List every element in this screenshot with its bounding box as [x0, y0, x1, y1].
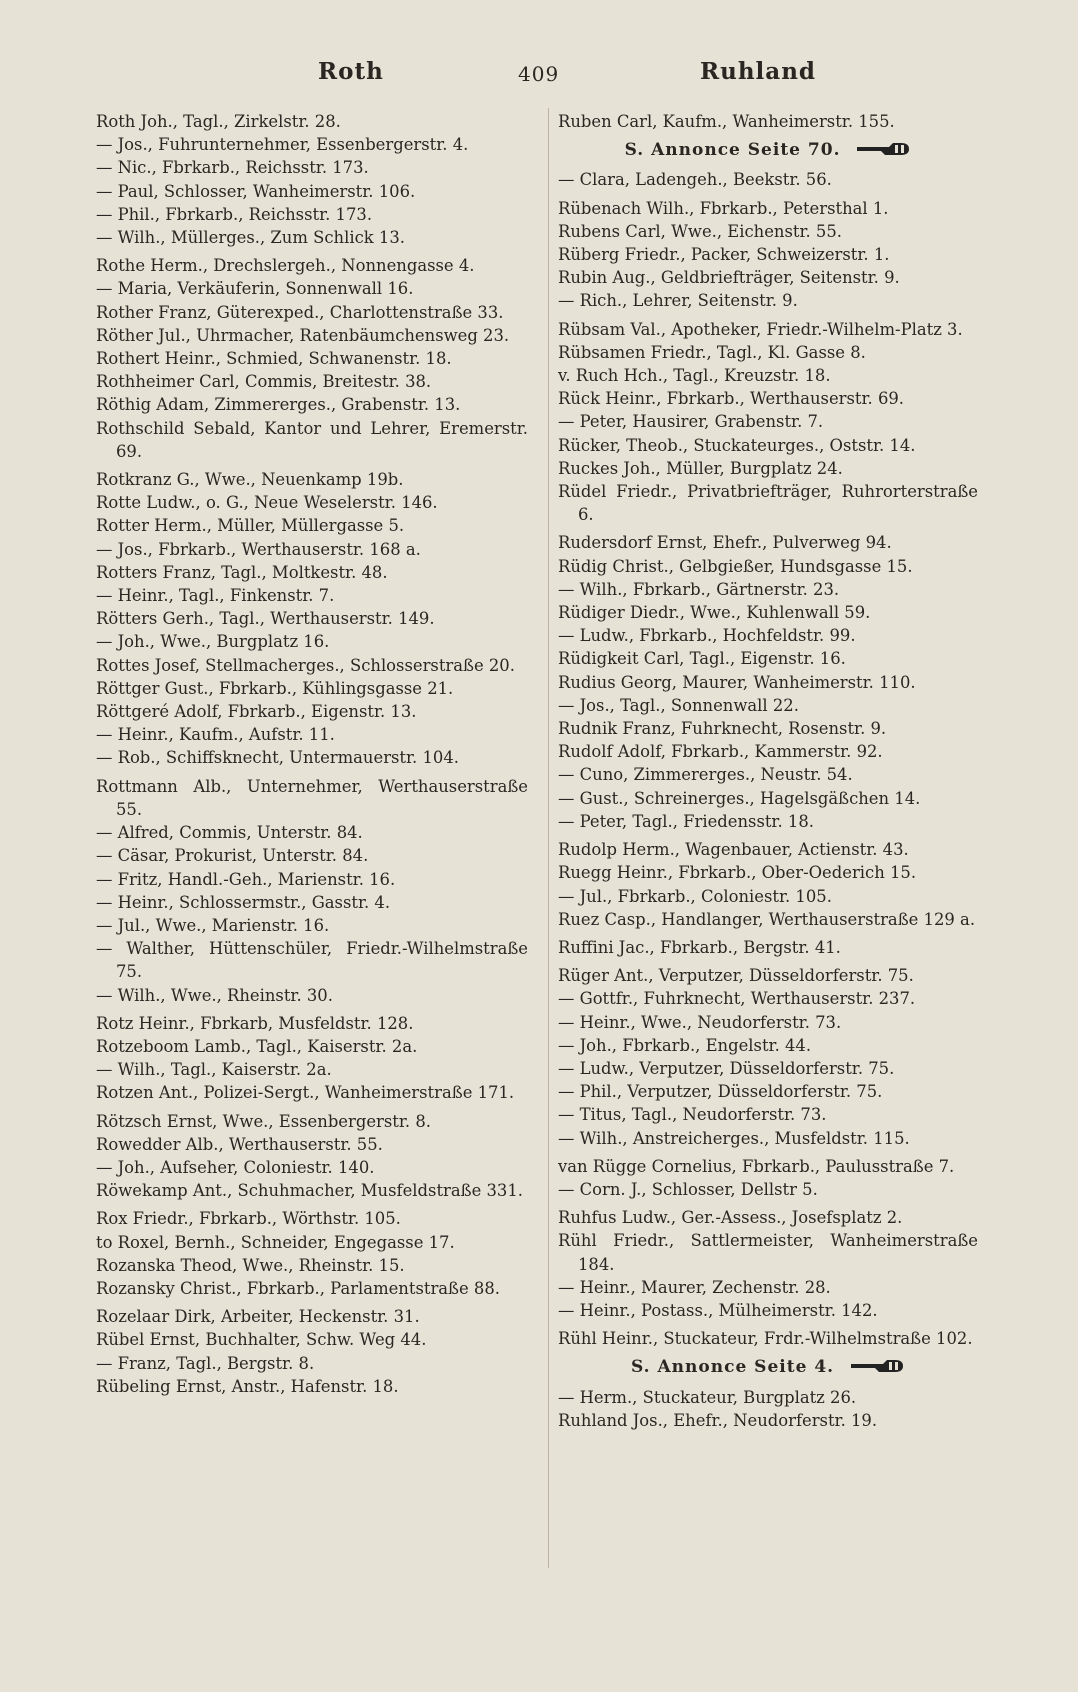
- directory-entry: Ruhfus Ludw., Ger.-Assess., Josefsplatz 2.: [558, 1208, 903, 1228]
- pointing-hand-icon: [855, 141, 911, 157]
- directory-entry: — Wilh., Tagl., Kaiserstr. 2a.: [96, 1060, 332, 1080]
- directory-entry: Rühl Heinr., Stuckateur, Frdr.-Wilhelmstraße 102.: [558, 1329, 973, 1349]
- directory-entry: — Rich., Lehrer, Seitenstr. 9.: [558, 291, 798, 311]
- directory-entry: — Peter, Hausirer, Grabenstr. 7.: [558, 412, 824, 432]
- directory-entry: — Ludw., Fbrkarb., Hochfeldstr. 99.: [558, 626, 856, 646]
- directory-entry: Rudius Georg, Maurer, Wanheimerstr. 110.: [558, 672, 916, 692]
- directory-entry: Rotz Heinr., Fbrkarb, Musfeldstr. 128.: [96, 1013, 414, 1033]
- directory-entry: Rotte Ludw., o. G., Neue Weselerstr. 146.: [96, 493, 438, 513]
- pointing-hand-icon: [849, 1358, 905, 1374]
- page-number: 409: [518, 62, 560, 86]
- directory-entry: Rowedder Alb., Werthauserstr. 55.: [96, 1134, 383, 1154]
- directory-entry: — Titus, Tagl., Neudorferstr. 73.: [558, 1105, 827, 1125]
- directory-entry: Rozelaar Dirk, Arbeiter, Heckenstr. 31.: [96, 1307, 420, 1327]
- directory-entry: Rothschild Sebald, Kantor und Lehrer, Eremerstr. 69.: [96, 418, 528, 461]
- directory-entry: Rubens Carl, Wwe., Eichenstr. 55.: [558, 221, 843, 241]
- directory-entry: Rüdig Christ., Gelbgießer, Hundsgasse 15.: [558, 556, 913, 576]
- directory-entry: — Joh., Aufseher, Coloniestr. 140.: [96, 1157, 375, 1177]
- directory-entry: Rotzeboom Lamb., Tagl., Kaiserstr. 2a.: [96, 1036, 418, 1056]
- directory-entry: — Phil., Verputzer, Düsseldorferstr. 75.: [558, 1082, 883, 1102]
- directory-entry: Rüdigkeit Carl, Tagl., Eigenstr. 16.: [558, 649, 846, 669]
- directory-entry: to Roxel, Bernh., Schneider, Engegasse 17.: [96, 1232, 455, 1252]
- directory-entry: Ruhland Jos., Ehefr., Neudorferstr. 19.: [558, 1410, 878, 1430]
- directory-entry: — Wilh., Wwe., Rheinstr. 30.: [96, 985, 333, 1005]
- directory-entry: — Peter, Tagl., Friedensstr. 18.: [558, 811, 814, 831]
- directory-entry: — Herm., Stuckateur, Burgplatz 26.: [558, 1387, 857, 1407]
- column-divider: [548, 108, 549, 1568]
- directory-entry: — Heinr., Kaufm., Aufstr. 11.: [96, 725, 335, 745]
- directory-entry: Roth Joh., Tagl., Zirkelstr. 28.: [96, 112, 341, 131]
- directory-entry: Rotters Franz, Tagl., Moltkestr. 48.: [96, 562, 388, 582]
- directory-entry: Rübsamen Friedr., Tagl., Kl. Gasse 8.: [558, 342, 866, 362]
- directory-entry: — Heinr., Postass., Mülheimerstr. 142.: [558, 1300, 878, 1320]
- directory-entry: Rox Friedr., Fbrkarb., Wörthstr. 105.: [96, 1209, 401, 1229]
- directory-entry: — Cäsar, Prokurist, Unterstr. 84.: [96, 846, 369, 866]
- directory-entry: Rübenach Wilh., Fbrkarb., Petersthal 1.: [558, 198, 889, 218]
- directory-entry: — Joh., Wwe., Burgplatz 16.: [96, 632, 330, 652]
- directory-entry: Rück Heinr., Fbrkarb., Werthauserstr. 69.: [558, 389, 905, 409]
- directory-entry: Rudolf Adolf, Fbrkarb., Kammerstr. 92.: [558, 742, 883, 762]
- directory-entry: — Nic., Fbrkarb., Reichsstr. 173.: [96, 158, 369, 178]
- directory-entry: — Rob., Schiffsknecht, Untermauerstr. 104.: [96, 748, 459, 768]
- directory-entry: Rottmann Alb., Unternehmer, Werthauserstraße 55.: [96, 776, 528, 819]
- directory-entry: — Ludw., Verputzer, Düsseldorferstr. 75.: [558, 1058, 895, 1078]
- directory-entry: Ruegg Heinr., Fbrkarb., Ober-Oederich 15.: [558, 863, 917, 883]
- annonce-text: S. Annonce Seite 4.: [630, 1357, 835, 1378]
- directory-entry: — Jul., Fbrkarb., Coloniestr. 105.: [558, 886, 832, 906]
- directory-entry: Röttgeré Adolf, Fbrkarb., Eigenstr. 13.: [96, 702, 417, 722]
- directory-entry: — Wilh., Müllerges., Zum Schlick 13.: [96, 228, 405, 248]
- annonce-text: S. Annonce Seite 70.: [624, 140, 841, 161]
- directory-entry: Rüger Ant., Verputzer, Düsseldorferstr. 75.: [558, 966, 914, 986]
- directory-entry: Röttger Gust., Fbrkarb., Kühlingsgasse 21.: [96, 678, 454, 698]
- directory-entry: Rüberg Friedr., Packer, Schweizerstr. 1.: [558, 245, 890, 265]
- left-column: [96, 110, 528, 1398]
- directory-entry: — Heinr., Schlossermstr., Gasstr. 4.: [96, 892, 391, 912]
- directory-entry: — Heinr., Wwe., Neudorferstr. 73.: [558, 1012, 842, 1032]
- header-right-name: Ruhland: [700, 58, 817, 85]
- right-column-top: [558, 110, 978, 133]
- directory-entry: — Fritz, Handl.-Geh., Marienstr. 16.: [96, 869, 396, 889]
- directory-entry: — Phil., Fbrkarb., Reichsstr. 173.: [96, 204, 373, 224]
- directory-entry: — Clara, Ladengeh., Beekstr. 56.: [558, 170, 832, 190]
- directory-entry: Rühl Friedr., Sattlermeister, Wanheimerstraße 184.: [558, 1231, 978, 1274]
- directory-entry: — Jul., Wwe., Marienstr. 16.: [96, 915, 330, 935]
- directory-entry: Röthig Adam, Zimmererges., Grabenstr. 13.: [96, 395, 461, 415]
- directory-entry: Rudolp Herm., Wagenbauer, Actienstr. 43.: [558, 840, 909, 860]
- directory-entry: Rübeling Ernst, Anstr., Hafenstr. 18.: [96, 1376, 399, 1396]
- directory-entry: Rübel Ernst, Buchhalter, Schw. Weg 44.: [96, 1330, 427, 1350]
- directory-entry: Rozansky Christ., Fbrkarb., Parlamentstraße 88.: [96, 1278, 500, 1298]
- directory-entry: Rübsam Val., Apotheker, Friedr.-Wilhelm-Platz 3.: [558, 319, 963, 339]
- directory-entry: Rudersdorf Ernst, Ehefr., Pulverweg 94.: [558, 533, 892, 553]
- directory-entry: Rücker, Theob., Stuckateurges., Oststr. 14.: [558, 435, 916, 455]
- directory-entry: — Paul, Schlosser, Wanheimerstr. 106.: [96, 181, 416, 201]
- directory-entry: — Franz, Tagl., Bergstr. 8.: [96, 1353, 315, 1373]
- directory-entry: Rötters Gerh., Tagl., Werthauserstr. 149.: [96, 609, 435, 629]
- header-left-name: Roth: [318, 58, 384, 85]
- directory-entry: — Joh., Fbrkarb., Engelstr. 44.: [558, 1035, 812, 1055]
- directory-entry: — Heinr., Maurer, Zechenstr. 28.: [558, 1277, 831, 1297]
- directory-entry: Rüdel Friedr., Privatbriefträger, Ruhrorterstraße 6.: [558, 482, 978, 525]
- directory-entry: Röther Jul., Uhrmacher, Ratenbäumchensweg 23.: [96, 325, 510, 345]
- directory-entry: Rothheimer Carl, Commis, Breitestr. 38.: [96, 372, 432, 392]
- directory-entry: — Jos., Tagl., Sonnenwall 22.: [558, 695, 799, 715]
- directory-entry: Ruffini Jac., Fbrkarb., Bergstr. 41.: [558, 937, 841, 957]
- directory-entry: Ruben Carl, Kaufm., Wanheimerstr. 155.: [558, 112, 895, 131]
- directory-entry: Rothe Herm., Drechslergeh., Nonnengasse 4.: [96, 256, 475, 276]
- directory-entry: Rudnik Franz, Fuhrknecht, Rosenstr. 9.: [558, 719, 887, 739]
- directory-entry: Rotter Herm., Müller, Müllergasse 5.: [96, 516, 405, 536]
- directory-entry: Rothert Heinr., Schmied, Schwanenstr. 18.: [96, 349, 452, 369]
- directory-entry: Rother Franz, Güterexped., Charlottenstraße 33.: [96, 302, 504, 322]
- annonce-notice-1: [558, 139, 978, 162]
- directory-entry: — Wilh., Anstreicherges., Musfeldstr. 115.: [558, 1128, 910, 1148]
- directory-entry: Rüdiger Diedr., Wwe., Kuhlenwall 59.: [558, 603, 871, 623]
- directory-entry: — Gust., Schreinerges., Hagelsgäßchen 14.: [558, 788, 921, 808]
- directory-entry: v. Ruch Hch., Tagl., Kreuzstr. 18.: [558, 366, 831, 386]
- directory-entry: — Jos., Fuhrunternehmer, Essenbergerstr. 4.: [96, 135, 469, 155]
- directory-entry: — Maria, Verkäuferin, Sonnenwall 16.: [96, 279, 414, 299]
- directory-entry: — Wilh., Fbrkarb., Gärtnerstr. 23.: [558, 579, 840, 599]
- directory-entry: Rozanska Theod, Wwe., Rheinstr. 15.: [96, 1255, 405, 1275]
- right-column-bottom: [558, 1386, 978, 1432]
- directory-entry: — Gottfr., Fuhrknecht, Werthauserstr. 237.: [558, 989, 916, 1009]
- directory-entry: — Walther, Hüttenschüler, Friedr.-Wilhelmstraße 75.: [96, 939, 528, 982]
- directory-entry: Rotkranz G., Wwe., Neuenkamp 19b.: [96, 470, 404, 490]
- directory-entry: van Rügge Cornelius, Fbrkarb., Paulusstraße 7.: [558, 1156, 955, 1176]
- directory-entry: — Cuno, Zimmererges., Neustr. 54.: [558, 765, 853, 785]
- directory-entry: Rottes Josef, Stellmacherges., Schlosserstraße 20.: [96, 655, 515, 675]
- directory-entry: Rötzsch Ernst, Wwe., Essenbergerstr. 8.: [96, 1111, 431, 1131]
- directory-entry: Rubin Aug., Geldbriefträger, Seitenstr. 9.: [558, 268, 900, 288]
- directory-entry: — Jos., Fbrkarb., Werthauserstr. 168 a.: [96, 539, 421, 559]
- directory-entry: — Corn. J., Schlosser, Dellstr 5.: [558, 1179, 818, 1199]
- directory-entry: — Alfred, Commis, Unterstr. 84.: [96, 823, 363, 843]
- directory-entry: Rotzen Ant., Polizei-Sergt., Wanheimerstraße 171.: [96, 1083, 515, 1103]
- directory-entry: — Heinr., Tagl., Finkenstr. 7.: [96, 586, 335, 606]
- directory-entry: Ruez Casp., Handlanger, Werthauserstraße 129 a.: [558, 909, 976, 929]
- directory-entry: Ruckes Joh., Müller, Burgplatz 24.: [558, 458, 843, 478]
- right-column-middle: [558, 168, 978, 1350]
- annonce-notice-2: [558, 1356, 978, 1379]
- directory-entry: Röwekamp Ant., Schuhmacher, Musfeldstraße 331.: [96, 1181, 523, 1201]
- right-column: [558, 110, 978, 1432]
